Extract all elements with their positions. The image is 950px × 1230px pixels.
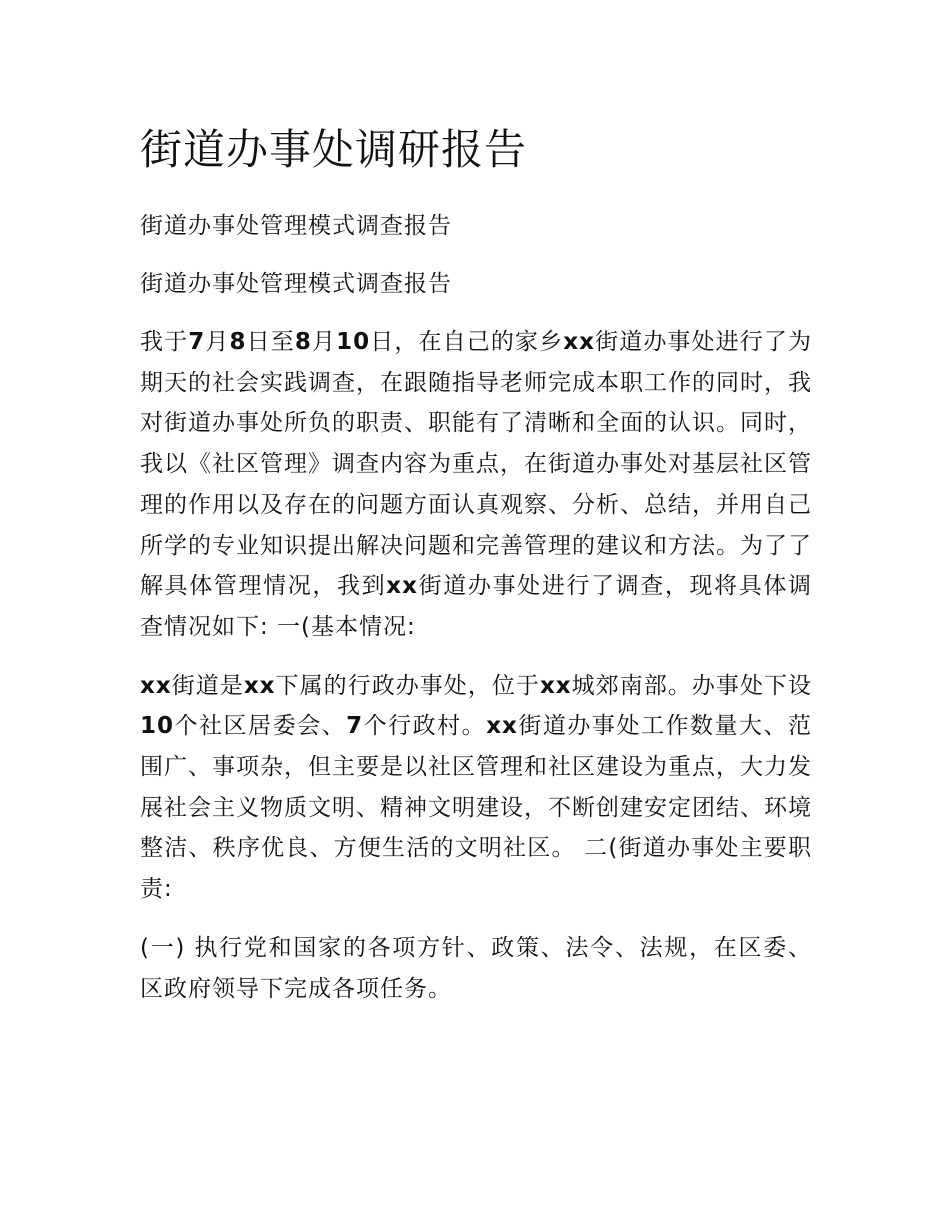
bold-number: 10 <box>140 713 175 740</box>
text-segment: 日，在自己的家乡 <box>370 329 564 355</box>
text-segment: 街道办事处进行了调查，现将具体调查情况如下: 一(基本情况: <box>140 573 813 640</box>
bold-term: xx <box>563 329 595 355</box>
bold-term: xx <box>243 672 276 699</box>
text-segment: 日至 <box>246 329 295 355</box>
bold-number: 7 <box>188 329 206 355</box>
bold-term: xx <box>486 713 518 740</box>
bold-term: xx <box>140 672 172 699</box>
bold-number: 8 <box>294 329 312 355</box>
document-page <box>140 120 812 1027</box>
bold-number: 10 <box>336 329 371 355</box>
document-title: 街道办事处调研报告 <box>140 125 528 174</box>
text-segment: 街道办事处工作数量大、范围广、事项杂，但主要是以社区管理和社区建设为重点，大力发展社会主义物质文明、精神文明建设，不断创建安定团结、环境整洁、秩序优良、方便生活的文明社区。 二(街道办事处主要职责: <box>140 713 813 903</box>
document-subtitle-1: 街道办事处管理模式调查报告 <box>140 213 452 239</box>
text-segment: 我于 <box>140 329 189 355</box>
text-segment: 月 <box>205 329 230 355</box>
document-subtitle-2: 街道办事处管理模式调查报告 <box>140 271 452 297</box>
text-segment: 下属的行政办事处，位于 <box>275 672 540 699</box>
text-segment: 城郊南部。办事处下设 <box>571 672 813 699</box>
text-segment: 个行政村。 <box>363 713 487 740</box>
bold-number: 8 <box>229 329 247 355</box>
text-segment: 街道办事处进行了为期天的社会实践调查，在跟随指导老师完成本职工作的同时，我对街道办事处所负的职责、职能有了清晰和全面的认识。同时，我以《社区管理》调查内容为重点，在街道办事处对基层社区管理的作用以及存在的问题方面认真观察、分析、总结，并用自己所学的专业知识提出解决问题和完善管理的建议和方法。为了了解具体管理情况，我到 <box>140 329 813 600</box>
text-segment: 个社区居委会、 <box>174 713 347 740</box>
text-segment: 街道是 <box>171 672 244 699</box>
bold-term: xx <box>386 573 418 600</box>
paragraph-1 <box>140 322 812 648</box>
paragraph-2 <box>140 666 812 910</box>
bold-number: 7 <box>346 713 364 740</box>
bold-term: xx <box>539 672 572 699</box>
text-segment: 月 <box>311 329 337 355</box>
paragraph-3: (一) 执行党和国家的各项方针、政策、法令、法规，在区委、区政府领导下完成各项任务。 <box>140 934 812 1002</box>
